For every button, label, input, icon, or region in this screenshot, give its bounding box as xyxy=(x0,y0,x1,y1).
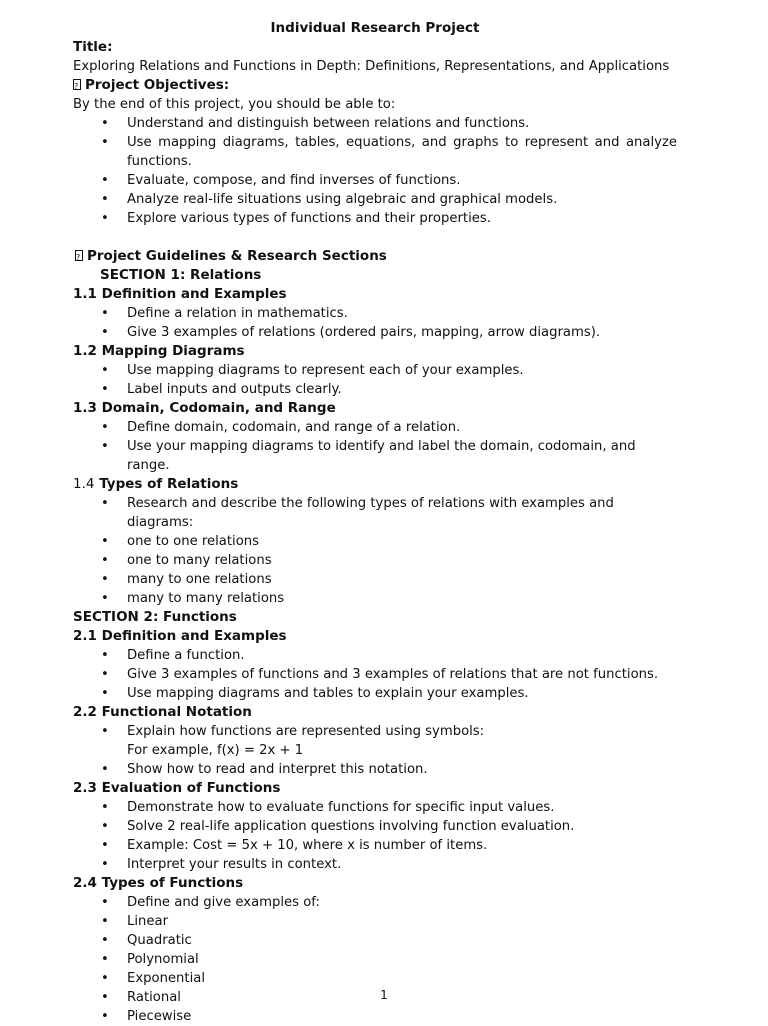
bullet-icon: • xyxy=(101,819,109,834)
list-item: • Label inputs and outputs clearly. xyxy=(101,382,342,397)
example-notation: For example, f(x) = 2x + 1 xyxy=(127,743,304,758)
bullet-icon: • xyxy=(101,895,109,910)
list-item: • Interpret your results in context. xyxy=(101,857,342,872)
list-item: • Define and give examples of: xyxy=(101,895,320,910)
subsection-1-1-list xyxy=(73,304,677,342)
list-item: • Example: Cost = 5x + 10, where x is number of items. xyxy=(101,838,488,853)
guidelines-heading: ?Project Guidelines & Research Sections xyxy=(73,247,677,266)
subsection-2-2-heading: 2.2 Functional Notation xyxy=(73,704,252,720)
bullet-icon: • xyxy=(101,363,109,378)
bullet-icon: • xyxy=(101,667,109,682)
spacer xyxy=(73,228,677,247)
subsection-1-1-heading: 1.1 Definition and Examples xyxy=(73,286,287,302)
list-item: • Quadratic xyxy=(101,933,192,948)
bullet-icon: • xyxy=(101,952,109,967)
objectives-list xyxy=(73,114,677,228)
list-item: • Explore various types of functions and their properties. xyxy=(101,211,491,226)
bullet-icon: • xyxy=(101,135,109,150)
list-item: • Use mapping diagrams and tables to explain your examples. xyxy=(101,686,529,701)
list-item: • many to many relations xyxy=(101,591,285,606)
bullet-icon: • xyxy=(101,857,109,872)
list-item: • Give 3 examples of relations (ordered pairs, mapping, arrow diagrams). xyxy=(101,325,601,340)
list-item: • Explain how functions are represented using symbols: xyxy=(101,724,485,739)
page-number: 1 xyxy=(380,988,388,1002)
list-item: • Define a relation in mathematics. xyxy=(101,306,348,321)
list-item: • Polynomial xyxy=(101,952,199,967)
bullet-icon: • xyxy=(101,686,109,701)
bullet-icon: • xyxy=(101,439,109,454)
subsection-2-4-heading: 2.4 Types of Functions xyxy=(73,875,244,891)
bullet-icon: • xyxy=(101,211,109,226)
bullet-icon: • xyxy=(101,192,109,207)
list-item: • Show how to read and interpret this notation. xyxy=(101,762,428,777)
bullet-icon: • xyxy=(101,382,109,397)
bullet-icon: • xyxy=(101,591,109,606)
subsection-1-4-list xyxy=(73,494,677,608)
subsection-2-1-list xyxy=(73,646,677,703)
bullet-icon: • xyxy=(101,1009,109,1024)
bullet-icon: • xyxy=(101,325,109,340)
document-page xyxy=(73,18,677,1026)
bullet-icon: • xyxy=(101,572,109,587)
list-item: • Use your mapping diagrams to identify and label the domain, codomain, and range. xyxy=(101,439,636,473)
list-item: • one to one relations xyxy=(101,534,260,549)
list-item: • Exponential xyxy=(101,971,205,986)
subsection-2-2-list xyxy=(73,722,677,741)
bullet-icon: • xyxy=(101,990,109,1005)
list-item: • Give 3 examples of functions and 3 examples of relations that are not functions. xyxy=(101,667,659,682)
subsection-number: 1.4 xyxy=(73,476,95,492)
list-item: • many to one relations xyxy=(101,572,272,587)
list-item: • Rational xyxy=(101,990,181,1005)
section-1-heading: SECTION 1: Relations xyxy=(100,267,262,283)
list-item: • Evaluate, compose, and find inverses of functions. xyxy=(101,173,461,188)
subsection-2-2-list-cont xyxy=(73,760,677,779)
subsection-2-3-list xyxy=(73,798,677,874)
bullet-icon: • xyxy=(101,496,109,511)
bullet-icon: • xyxy=(101,553,109,568)
list-item: • Piecewise xyxy=(101,1009,192,1024)
bullet-icon: • xyxy=(101,116,109,131)
list-item: • Solve 2 real-life application questions involving function evaluation. xyxy=(101,819,575,834)
bullet-icon: • xyxy=(101,420,109,435)
subsection-1-3-list xyxy=(73,418,677,475)
bullet-icon: • xyxy=(101,648,109,663)
list-item: • one to many relations xyxy=(101,553,272,568)
bullet-icon: • xyxy=(101,306,109,321)
bullet-icon: • xyxy=(101,800,109,815)
list-item: • Demonstrate how to evaluate functions for specific input values. xyxy=(101,800,555,815)
missing-glyph-icon xyxy=(75,250,83,261)
subsection-2-3-heading: 2.3 Evaluation of Functions xyxy=(73,780,281,796)
bullet-icon: • xyxy=(101,914,109,929)
list-item: • Analyze real-life situations using algebraic and graphical models. xyxy=(101,192,558,207)
project-title-text: Exploring Relations and Functions in Depth: Definitions, Representations, and Applications xyxy=(73,59,670,74)
bullet-icon: • xyxy=(101,724,109,739)
list-item: • Research and describe the following types of relations with examples and diagrams: xyxy=(101,496,614,530)
subsection-1-2-list xyxy=(73,361,677,399)
subsection-1-3-heading: 1.3 Domain, Codomain, and Range xyxy=(73,400,336,416)
subsection-2-1-heading: 2.1 Definition and Examples xyxy=(73,628,287,644)
section-2-heading: SECTION 2: Functions xyxy=(73,609,237,625)
objectives-intro: By the end of this project, you should be able to: xyxy=(73,97,396,112)
subsection-1-2-heading: 1.2 Mapping Diagrams xyxy=(73,343,245,359)
bullet-icon: • xyxy=(101,173,109,188)
list-item: • Understand and distinguish between relations and functions. xyxy=(101,116,530,131)
document-title: Individual Research Project xyxy=(270,20,480,36)
list-item: • Define domain, codomain, and range of a relation. xyxy=(101,420,461,435)
objectives-heading: ?Project Objectives: xyxy=(73,76,677,95)
bullet-icon: • xyxy=(101,933,109,948)
list-item: • Linear xyxy=(101,914,168,929)
missing-glyph-icon xyxy=(73,79,81,90)
list-item: • Use mapping diagrams to represent each of your examples. xyxy=(101,363,524,378)
bullet-icon: • xyxy=(101,838,109,853)
subsection-2-4-list xyxy=(73,893,677,1026)
list-item: • Use mapping diagrams, tables, equations, and graphs to represent and analyze functions. xyxy=(101,135,677,169)
bullet-icon: • xyxy=(101,534,109,549)
title-label: Title: xyxy=(73,39,113,55)
list-item: • Define a function. xyxy=(101,648,245,663)
bullet-icon: • xyxy=(101,762,109,777)
bullet-icon: • xyxy=(101,971,109,986)
subsection-1-4-heading: 1.4 Types of Relations xyxy=(73,476,239,492)
